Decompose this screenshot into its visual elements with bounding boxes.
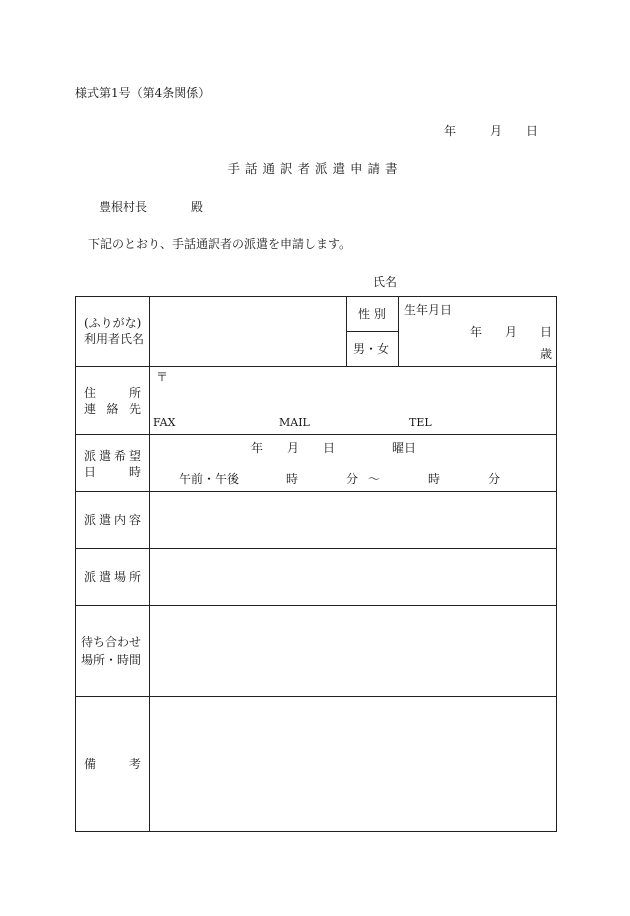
tel-label: TEL	[409, 416, 432, 429]
row-divider	[76, 434, 556, 435]
addressee-suffix: 殿	[191, 200, 204, 214]
remarks-label: 備 考	[84, 757, 141, 771]
birth-day-label: 日	[540, 325, 553, 339]
addressee	[99, 198, 203, 215]
fax-label: FAX	[153, 416, 176, 429]
dt-year-label: 年	[251, 441, 264, 455]
mail-label: MAIL	[279, 416, 310, 429]
dt-weekday-label: 曜日	[392, 441, 417, 455]
date-day-label: 日	[526, 124, 539, 138]
range-tilde: ～	[368, 472, 381, 486]
dt-month-label: 月	[287, 441, 300, 455]
sex-options[interactable]: 男・女	[353, 342, 390, 356]
dispatch-content-label: 派遣内容	[84, 513, 145, 527]
document-title: 手話通訳者派遣申請書	[227, 161, 403, 176]
end-minute-label: 分	[488, 472, 501, 486]
contact-label: 連 絡 先	[84, 402, 141, 416]
furigana-label: (ふりがな)	[84, 316, 142, 330]
row-divider	[76, 366, 556, 367]
birth-year-label: 年	[470, 325, 483, 339]
remarks-field[interactable]	[150, 697, 556, 831]
meeting-label: 待ち合わせ	[81, 635, 142, 649]
form-number: 様式第1号（第4条関係）	[75, 86, 211, 100]
birth-month-label: 月	[505, 325, 518, 339]
desired-datetime-label: 派遣希望	[84, 449, 145, 463]
user-name-label: 利用者氏名	[84, 332, 145, 346]
end-hour-label: 時	[428, 472, 441, 486]
sex-cell-divider	[346, 331, 398, 332]
start-hour-label: 時	[286, 472, 299, 486]
date-month-label: 月	[490, 124, 503, 138]
address-label: 住 所	[84, 386, 141, 400]
user-name-field[interactable]	[150, 297, 346, 366]
postal-mark: 〒	[156, 370, 169, 384]
applicant-name-label: 氏名	[373, 275, 398, 289]
dispatch-location-field[interactable]	[150, 549, 556, 605]
date-year-label: 年	[444, 124, 457, 138]
datetime-label: 日 時	[84, 465, 141, 479]
am-pm-options[interactable]: 午前・午後	[179, 472, 240, 486]
dispatch-location-label: 派遣場所	[84, 570, 145, 584]
meeting-place-time-label: 場所・時間	[81, 653, 142, 667]
application-form-table	[75, 296, 557, 832]
sex-column-right	[398, 297, 399, 366]
age-suffix: 歳	[540, 347, 553, 361]
start-minute-label: 分	[346, 472, 359, 486]
application-date	[444, 122, 538, 139]
meeting-field[interactable]	[150, 606, 556, 696]
addressee-name: 豊根村長	[99, 200, 148, 214]
dt-day-label: 日	[323, 441, 336, 455]
intro-text: 下記のとおり、手話通訳者の派遣を申請します。	[88, 237, 352, 251]
birth-date-label: 生年月日	[404, 303, 453, 317]
dispatch-content-field[interactable]	[150, 492, 556, 548]
sex-label: 性 別	[358, 307, 386, 321]
